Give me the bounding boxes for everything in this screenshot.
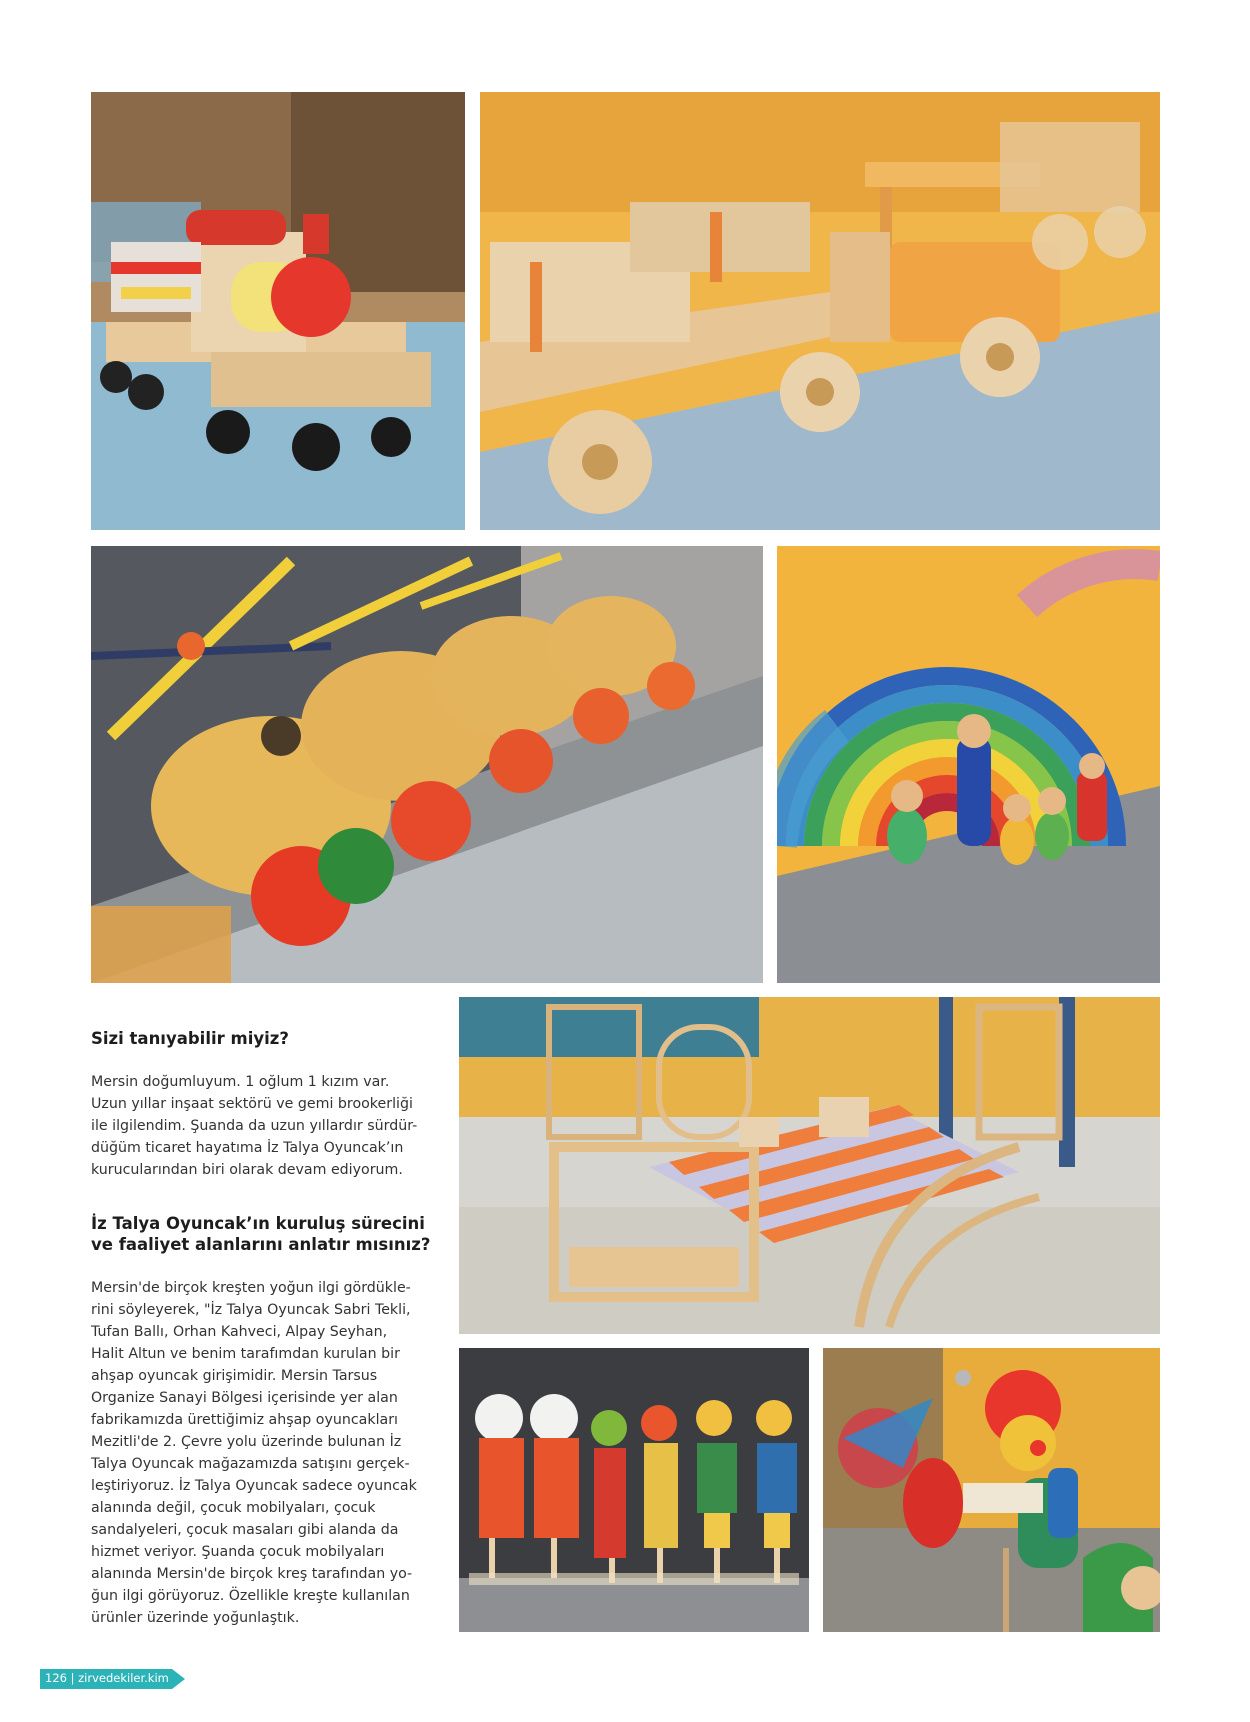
text-line: kurucularından biri olarak devam ediyorum. — [91, 1162, 403, 1178]
section-paragraph-founding — [91, 1277, 436, 1629]
footer-separator: | — [70, 1671, 75, 1685]
text-line: ile ilgilendim. Şuanda da uzun yıllardır sürdür- — [91, 1118, 418, 1134]
section-heading-founding — [91, 1213, 436, 1255]
page-number: 126 — [45, 1671, 67, 1685]
footer-site: zirvedekiler.kim — [78, 1671, 169, 1685]
photo-wooden-helicopters — [91, 546, 763, 983]
text-line: sandalyeleri, çocuk masaları gibi alanda da — [91, 1522, 399, 1538]
text-line: Uzun yıllar inşaat sektörü ve gemi brookerliği — [91, 1096, 413, 1112]
text-line: Tufan Ballı, Orhan Kahveci, Alpay Seyhan, — [91, 1324, 388, 1340]
text-line: Talya Oyuncak mağazamızda satışını gerçek- — [91, 1456, 410, 1472]
photo-wooden-clown — [823, 1348, 1160, 1632]
section-heading-intro: Sizi tanıyabilir miyiz? — [91, 1029, 289, 1048]
text-line: Mersin'de birçok kreşten yoğun ilgi gördükle- — [91, 1280, 411, 1296]
text-line: ürünler üzerinde yoğunlaştık. — [91, 1610, 300, 1626]
text-line: düğüm ticaret hayatıma İz Talya Oyuncak’ın — [91, 1140, 404, 1156]
text-line: ğun ilgi görüyoruz. Özellikle kreşte kullanılan — [91, 1588, 410, 1604]
text-line: hizmet veriyor. Şuanda çocuk mobilyaları — [91, 1544, 385, 1560]
article-text-column — [91, 1028, 436, 1649]
text-line: ahşap oyuncak girişimidir. Mersin Tarsus — [91, 1368, 378, 1384]
page-footer — [40, 1669, 185, 1689]
text-line: leştiriyoruz. İz Talya Oyuncak sadece oyuncak — [91, 1478, 417, 1494]
section-paragraph-intro — [91, 1071, 436, 1181]
photo-shadow-puppets — [459, 1348, 809, 1632]
text-line: Mezitli'de 2. Çevre yolu üzerinde bulunan İz — [91, 1434, 402, 1450]
photo-wooden-train — [91, 92, 465, 530]
text-line: Mersin doğumluyum. 1 oğlum 1 kızım var. — [91, 1074, 390, 1090]
text-line: Halit Altun ve benim tarafımdan kurulan bir — [91, 1346, 400, 1362]
text-line: fabrikamızda ürettiğimiz ahşap oyuncakları — [91, 1412, 398, 1428]
heading-line: ve faaliyet alanlarını anlatır mısınız? — [91, 1235, 431, 1254]
photo-kids-furniture — [459, 997, 1160, 1334]
text-line: alanında Mersin'de birçok kreş tarafından yo- — [91, 1566, 413, 1582]
footer-label — [45, 1671, 169, 1685]
text-line: rini söyleyerek, "İz Talya Oyuncak Sabri Tekli, — [91, 1302, 411, 1318]
photo-rainbow-stacker — [777, 546, 1160, 983]
text-line: alanında değil, çocuk mobilyaları, çocuk — [91, 1500, 376, 1516]
text-line: Organize Sanayi Bölgesi içerisinde yer alan — [91, 1390, 398, 1406]
photo-wooden-truck — [480, 92, 1160, 530]
heading-line: İz Talya Oyuncak’ın kuruluş sürecini — [91, 1214, 425, 1233]
